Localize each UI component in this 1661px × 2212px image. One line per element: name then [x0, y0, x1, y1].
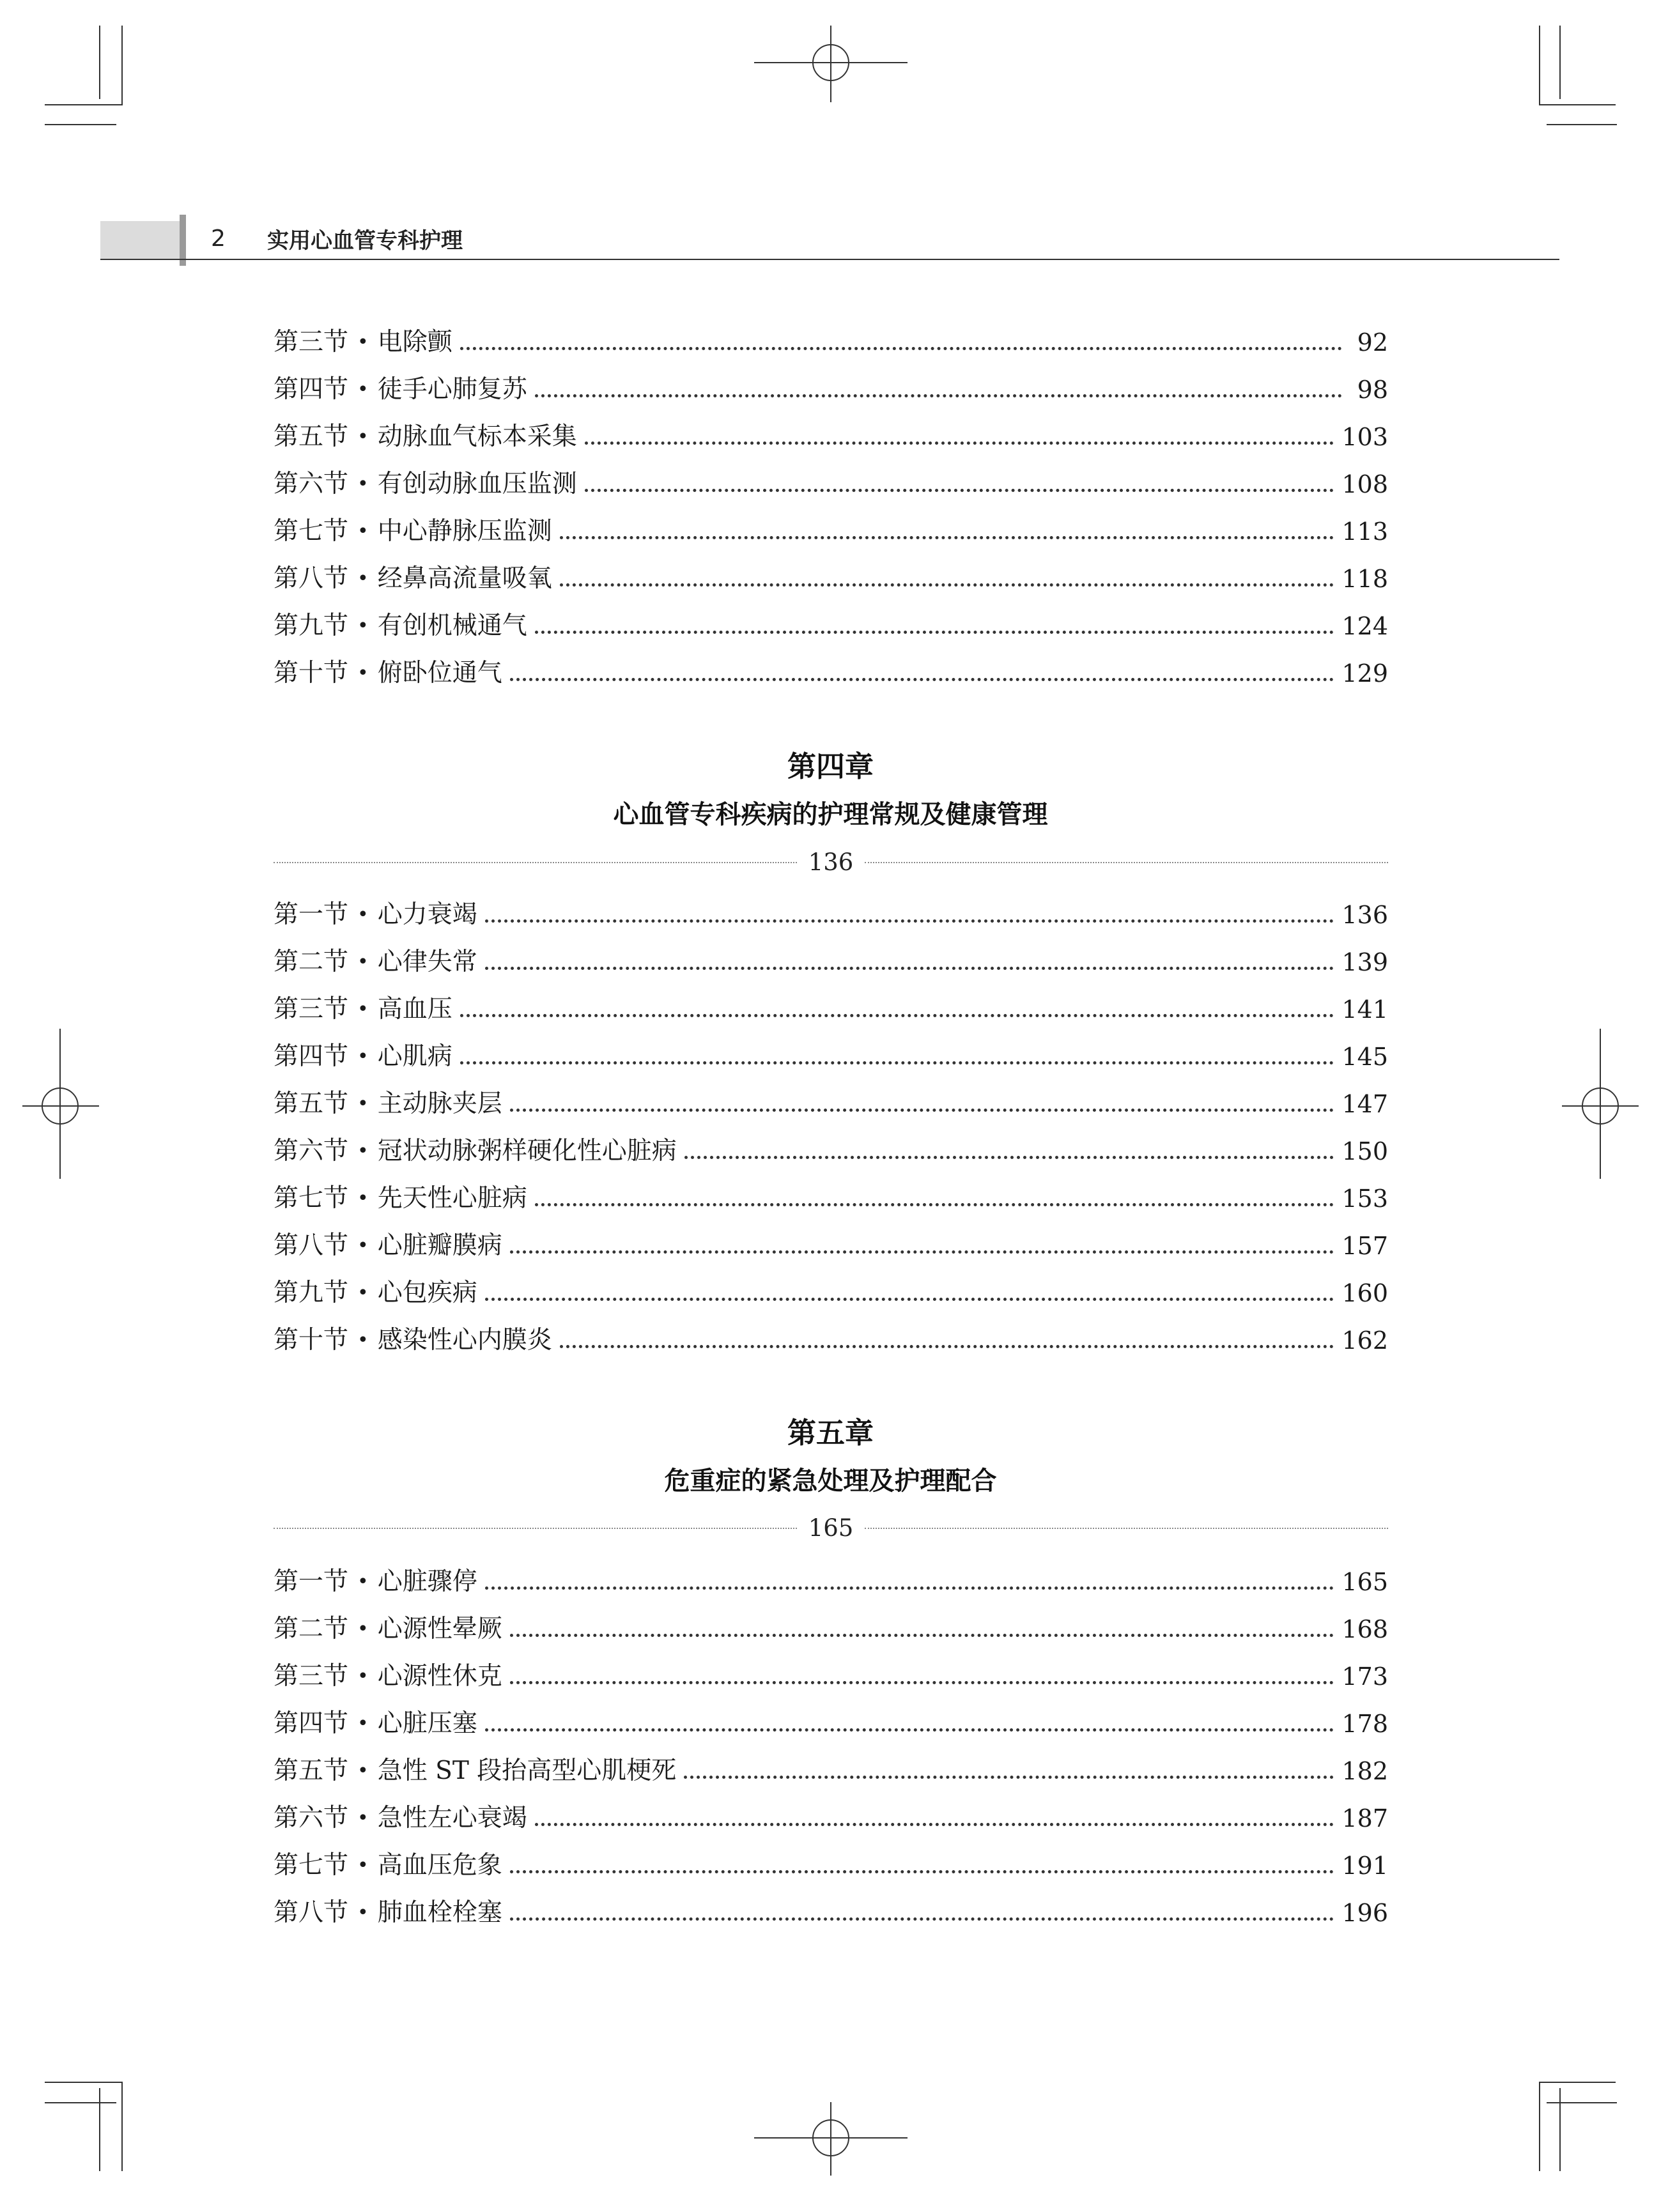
separator-dot: •: [357, 520, 369, 542]
chapter-page: 136: [808, 849, 854, 876]
dot-leader: [460, 1014, 1334, 1017]
crop-mark: [1539, 26, 1540, 105]
toc-section: 第三节: [274, 995, 349, 1024]
toc-page: 150: [1341, 1137, 1388, 1165]
separator-dot: •: [357, 331, 369, 353]
chapter-page-line: [274, 1512, 1388, 1544]
toc-entry[interactable]: [274, 556, 1388, 594]
separator-dot: •: [357, 903, 369, 926]
crop-mark: [121, 2082, 123, 2171]
dot-leader: [585, 489, 1334, 492]
toc-section: 第一节: [274, 1567, 349, 1596]
toc-section: 第四节: [274, 1709, 349, 1738]
toc-section: 第八节: [274, 1898, 349, 1927]
toc-entry[interactable]: [274, 1317, 1388, 1356]
dot-leader: [585, 442, 1334, 445]
header-rule: [100, 259, 1559, 260]
separator-dot: •: [357, 1140, 369, 1162]
toc-page: 162: [1341, 1326, 1388, 1355]
dotted-rule: [865, 1528, 1388, 1529]
toc-section: 第六节: [274, 470, 349, 498]
toc-section: 第三节: [274, 328, 349, 357]
toc-title: 动脉血气标本采集: [377, 422, 577, 451]
toc-section: 第二节: [274, 948, 349, 976]
toc-entry[interactable]: [274, 1795, 1388, 1834]
crop-mark: [1547, 124, 1617, 125]
toc-page: 103: [1341, 423, 1388, 451]
toc-page: 173: [1341, 1663, 1388, 1691]
separator-dot: •: [357, 1571, 369, 1593]
toc-title: 心脏骤停: [377, 1567, 477, 1596]
book-title: 实用心血管专科护理: [267, 228, 463, 254]
dot-leader: [560, 1345, 1334, 1348]
crop-mark: [1547, 2102, 1617, 2103]
toc-title: 感染性心内膜炎: [377, 1326, 552, 1355]
toc-page: 191: [1341, 1852, 1388, 1880]
toc-section: 第五节: [274, 1089, 349, 1118]
toc-entry[interactable]: [274, 1843, 1388, 1881]
toc-title: 电除颤: [377, 328, 452, 357]
separator-dot: •: [357, 662, 369, 684]
page-number: 2: [211, 226, 226, 252]
toc-entry[interactable]: [274, 650, 1388, 689]
toc-page: 139: [1341, 948, 1388, 976]
dotted-rule: [274, 1528, 797, 1529]
toc-page: 182: [1341, 1757, 1388, 1785]
toc-section: 第十节: [274, 1326, 349, 1355]
toc-page: 157: [1341, 1232, 1388, 1260]
toc-title: 经鼻高流量吸氧: [377, 564, 552, 593]
toc-section: 第四节: [274, 375, 349, 404]
chapter-number[interactable]: 第四章: [787, 749, 874, 783]
dot-leader: [510, 1681, 1334, 1684]
toc-title: 徒手心肺复苏: [377, 375, 527, 404]
toc-entry[interactable]: [274, 1223, 1388, 1261]
toc-entry[interactable]: [274, 461, 1388, 500]
toc-title: 心脏瓣膜病: [377, 1231, 502, 1260]
toc-section: 第七节: [274, 1851, 349, 1880]
toc-section: 第八节: [274, 564, 349, 593]
separator-dot: •: [357, 998, 369, 1020]
toc-section: 第八节: [274, 1231, 349, 1260]
crop-mark: [1539, 2082, 1616, 2083]
separator-dot: •: [357, 1665, 369, 1687]
chapter-page-line: [274, 847, 1388, 879]
toc-entry[interactable]: [274, 1748, 1388, 1786]
toc-page: 92: [1357, 328, 1388, 357]
crop-mark: [99, 2088, 100, 2171]
dot-leader: [510, 678, 1334, 681]
toc-section: 第七节: [274, 517, 349, 546]
toc-entry[interactable]: [274, 1559, 1388, 1597]
toc-page: 168: [1341, 1615, 1388, 1643]
toc-title: 心肌病: [377, 1042, 452, 1071]
toc-section: 第十节: [274, 659, 349, 687]
toc-page: 124: [1341, 612, 1388, 640]
toc-page: 145: [1341, 1043, 1388, 1071]
separator-dot: •: [357, 1760, 369, 1782]
separator-dot: •: [357, 567, 369, 590]
toc-page: 118: [1341, 565, 1388, 593]
separator-dot: •: [357, 378, 369, 401]
dot-leader: [460, 1061, 1334, 1064]
chapter-title[interactable]: 心血管专科疾病的护理常规及健康管理: [613, 800, 1048, 829]
crop-mark: [1559, 26, 1561, 99]
dot-leader: [510, 1109, 1334, 1112]
toc-page: 141: [1341, 995, 1388, 1024]
toc-entry[interactable]: [274, 414, 1388, 452]
toc-page: 136: [1341, 901, 1388, 929]
toc-title: 有创机械通气: [377, 611, 527, 640]
toc-title: 心脏压塞: [377, 1709, 477, 1738]
separator-dot: •: [357, 1187, 369, 1210]
toc-title: 高血压危象: [377, 1851, 502, 1880]
toc-title: 心包疾病: [377, 1279, 477, 1307]
toc-title: 中心静脉压监测: [377, 517, 552, 546]
toc-page: 196: [1341, 1899, 1388, 1927]
toc-title: 有创动脉血压监测: [377, 470, 577, 498]
toc-entry[interactable]: [274, 1128, 1388, 1167]
toc-section: 第一节: [274, 900, 349, 929]
toc-title: 冠状动脉粥样硬化性心脏病: [377, 1137, 677, 1165]
separator-dot: •: [357, 426, 369, 448]
dot-leader: [535, 394, 1342, 397]
dot-leader: [510, 1250, 1334, 1254]
separator-dot: •: [357, 1901, 369, 1924]
dot-leader: [560, 583, 1334, 587]
separator-dot: •: [357, 1712, 369, 1735]
toc-section: 第九节: [274, 1279, 349, 1307]
toc-page: 108: [1341, 470, 1388, 498]
toc-section: 第六节: [274, 1137, 349, 1165]
toc-entry[interactable]: [274, 367, 1388, 405]
toc-section: 第四节: [274, 1042, 349, 1071]
dotted-rule: [865, 862, 1388, 863]
chapter-number[interactable]: 第五章: [787, 1416, 874, 1450]
crop-mark: [1539, 104, 1616, 105]
dot-leader: [485, 1728, 1334, 1732]
toc-title: 急性左心衰竭: [377, 1804, 527, 1832]
toc-entry[interactable]: [274, 1270, 1388, 1309]
toc-title: 急性 ST 段抬高型心肌梗死: [377, 1756, 677, 1785]
dot-leader: [535, 631, 1334, 634]
dot-leader: [485, 919, 1334, 923]
toc-page: 178: [1341, 1710, 1388, 1738]
toc-title: 主动脉夹层: [377, 1089, 502, 1118]
separator-dot: •: [357, 473, 369, 495]
chapter-page: 165: [808, 1514, 854, 1542]
toc-title: 肺血栓栓塞: [377, 1898, 502, 1927]
toc-section: 第三节: [274, 1662, 349, 1691]
chapter-title[interactable]: 危重症的紧急处理及护理配合: [664, 1466, 997, 1496]
separator-dot: •: [357, 1045, 369, 1068]
crop-mark: [45, 124, 116, 125]
toc-page: 187: [1341, 1804, 1388, 1832]
dot-leader: [684, 1156, 1334, 1159]
crop-mark: [1559, 2088, 1561, 2171]
toc-section: 第五节: [274, 1756, 349, 1785]
separator-dot: •: [357, 951, 369, 973]
toc-entry[interactable]: [274, 1606, 1388, 1645]
toc-entry[interactable]: [274, 509, 1388, 547]
crop-mark: [99, 26, 100, 99]
dotted-rule: [274, 862, 797, 863]
separator-dot: •: [357, 1807, 369, 1829]
toc-page: 160: [1341, 1279, 1388, 1307]
crop-mark: [45, 2102, 116, 2103]
toc-title: 俯卧位通气: [377, 659, 502, 687]
separator-dot: •: [357, 615, 369, 637]
toc-entry[interactable]: [274, 1701, 1388, 1739]
dot-leader: [510, 1870, 1334, 1873]
toc-section: 第九节: [274, 611, 349, 640]
toc-section: 第五节: [274, 422, 349, 451]
toc-page: 113: [1341, 518, 1388, 546]
dot-leader: [535, 1823, 1334, 1826]
toc-title: 心源性晕厥: [377, 1615, 502, 1643]
header-bar: [180, 215, 186, 266]
toc-section: 第六节: [274, 1804, 349, 1832]
separator-dot: •: [357, 1234, 369, 1257]
dot-leader: [510, 1917, 1334, 1921]
toc-title: 高血压: [377, 995, 452, 1024]
toc-entry[interactable]: [274, 1034, 1388, 1072]
toc-title: 先天性心脏病: [377, 1184, 527, 1213]
toc-entry[interactable]: [274, 603, 1388, 641]
dot-leader: [684, 1776, 1334, 1779]
dot-leader: [460, 347, 1342, 350]
toc-section: 第二节: [274, 1615, 349, 1643]
separator-dot: •: [357, 1329, 369, 1351]
dot-leader: [560, 536, 1334, 539]
toc-entry[interactable]: [274, 1890, 1388, 1928]
dot-leader: [485, 967, 1334, 970]
toc-title: 心源性休克: [377, 1662, 502, 1691]
separator-dot: •: [357, 1618, 369, 1640]
crop-mark: [1539, 2082, 1540, 2171]
toc-entry[interactable]: [274, 987, 1388, 1025]
crop-mark: [45, 2082, 121, 2083]
dot-leader: [485, 1298, 1334, 1301]
dot-leader: [485, 1586, 1334, 1590]
toc-page: 165: [1341, 1568, 1388, 1596]
toc-entry[interactable]: [274, 319, 1388, 358]
toc-page: 98: [1357, 376, 1388, 404]
toc-page: 153: [1341, 1185, 1388, 1213]
toc-entry[interactable]: [274, 1081, 1388, 1119]
crop-mark: [45, 104, 121, 105]
crop-mark: [121, 26, 123, 105]
toc-entry[interactable]: [274, 939, 1388, 978]
dot-leader: [535, 1203, 1334, 1206]
separator-dot: •: [357, 1282, 369, 1304]
toc-page: 129: [1341, 659, 1388, 687]
toc-entry[interactable]: [274, 1654, 1388, 1692]
separator-dot: •: [357, 1854, 369, 1877]
toc-entry[interactable]: [274, 892, 1388, 930]
toc-page: 147: [1341, 1090, 1388, 1118]
toc-section: 第七节: [274, 1184, 349, 1213]
toc-entry[interactable]: [274, 1176, 1388, 1214]
dot-leader: [510, 1634, 1334, 1637]
separator-dot: •: [357, 1093, 369, 1115]
toc-title: 心力衰竭: [377, 900, 477, 929]
header-band: [100, 221, 181, 259]
toc-title: 心律失常: [377, 948, 477, 976]
